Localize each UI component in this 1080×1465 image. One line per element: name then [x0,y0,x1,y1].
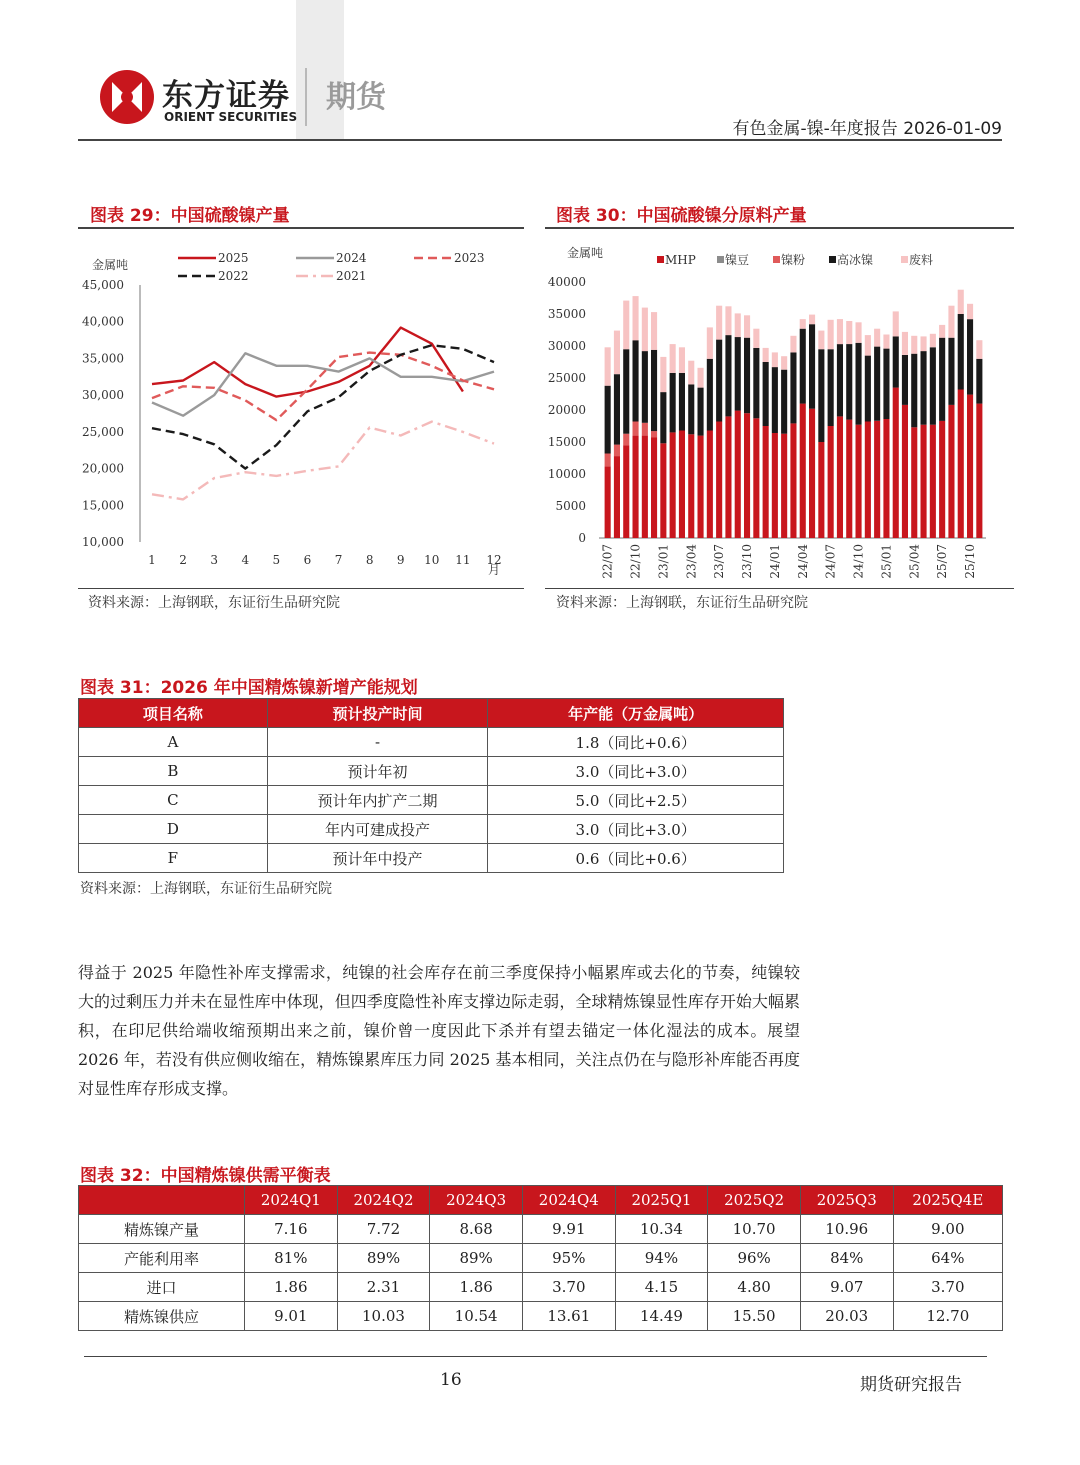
x-axis-label: 月 [487,563,501,577]
bar-segment-MHP [911,427,917,538]
bar-segment-MHP [744,413,750,538]
bar-segment-MHP [623,445,629,538]
table32-cell: 12.70 [893,1302,1002,1331]
bar-segment-MHP [846,420,852,538]
table31 [78,698,784,873]
bar-segment-高冰镍 [800,329,806,404]
bar-segment-MHP [948,405,954,538]
bar-segment-废料 [707,327,713,358]
table32-cell: 9.01 [245,1302,338,1331]
bar-segment-高冰镍 [725,335,731,416]
x-tick-label: 3 [210,553,219,567]
bar-segment-高冰镍 [614,374,620,444]
y-tick-label: 0 [578,531,586,545]
bar-segment-高冰镍 [772,367,778,433]
fig30-bottom-rule [545,588,1014,589]
table32-cell: 4.15 [615,1273,708,1302]
bar-segment-高冰镍 [651,350,657,431]
table32-cell: 14.49 [615,1302,708,1331]
bar-segment-高冰镍 [744,338,750,414]
table31-header-row [79,699,784,728]
table32-row-label: 精炼镍产量 [79,1215,245,1244]
x-tick-label: 10 [424,553,440,567]
table32-cell: 1.86 [430,1273,523,1302]
bar-segment-高冰镍 [716,340,722,422]
bar-segment-MHP [856,425,862,538]
y-tick-label: 40,000 [82,314,124,329]
table32-cell: 96% [708,1244,801,1273]
x-tick-label: 25/07 [935,544,950,579]
bar-segment-废料 [614,331,620,375]
bar-segment-高冰镍 [633,340,639,421]
bar-segment-MHP [874,421,880,538]
bar-segment-镍粉 [614,445,620,457]
bar-segment-MHP [633,436,639,538]
y-tick-label: 45,000 [82,278,124,292]
bar-segment-高冰镍 [958,314,964,390]
legend-label: 高冰镍 [837,253,874,267]
bar-segment-高冰镍 [902,355,908,405]
x-tick-label: 25/04 [907,544,922,579]
table32-cell: 7.16 [245,1215,338,1244]
bar-segment-高冰镍 [605,386,611,454]
table32-row-label: 产能利用率 [79,1244,245,1273]
bar-segment-MHP [670,432,676,538]
bar-segment-废料 [772,352,778,367]
fig29-line-chart [78,232,524,588]
table32-header-cell: 2024Q3 [430,1186,523,1215]
y-tick-label: 40000 [547,275,586,289]
table31-header-cell: 年产能（万金属吨） [488,699,784,728]
y-tick-label: 20,000 [82,461,124,476]
table31-cell: B [79,757,268,786]
bar-segment-高冰镍 [781,370,787,434]
legend-swatch-废料 [901,256,908,263]
bar-segment-废料 [698,368,704,388]
y-tick-label: 30000 [547,339,586,353]
bar-segment-废料 [660,357,666,392]
x-tick-label: 25/10 [963,544,978,579]
bar-segment-MHP [976,404,982,538]
bar-segment-高冰镍 [921,351,927,425]
table32-cell: 10.54 [430,1302,523,1331]
x-tick-label: 24/07 [823,544,838,579]
bar-segment-废料 [809,315,815,325]
table31-title: 图表 31：2026 年中国精炼镍新增产能规划 [80,678,418,698]
bar-segment-高冰镍 [660,392,666,443]
bar-segment-废料 [930,334,936,347]
bar-segment-高冰镍 [818,349,824,442]
bar-segment-高冰镍 [874,347,880,421]
table31-cell: F [79,844,268,873]
y-tick-label: 25000 [547,371,586,385]
fig30-rule [545,227,1014,229]
series-line-2024 [152,353,494,415]
table32-row [79,1215,1003,1244]
legend-swatch-镍豆 [717,256,724,263]
table31-cell: C [79,786,268,815]
bar-segment-镍粉 [633,422,639,436]
bar-segment-高冰镍 [893,336,899,387]
bar-segment-废料 [605,347,611,385]
bar-segment-MHP [707,431,713,539]
x-tick-label: 9 [396,553,405,567]
bar-segment-高冰镍 [856,343,862,425]
table32-header-cell: 2025Q4E [893,1186,1002,1215]
bar-segment-废料 [948,306,954,338]
y-axis-label: 金属吨 [92,258,129,272]
fig29-title: 图表 29：中国硫酸镍产量 [90,206,290,226]
bar-segment-废料 [958,290,964,314]
bar-segment-MHP [902,405,908,538]
table31-cell: 预计年中投产 [267,844,488,873]
bar-segment-废料 [883,335,889,349]
bar-segment-高冰镍 [865,356,871,422]
table32-cell: 89% [430,1244,523,1273]
table31-row [79,757,784,786]
legend-label: 2024 [336,251,367,265]
table32-cell: 2.31 [337,1273,430,1302]
y-tick-label: 30,000 [82,388,124,403]
x-tick-label: 1 [148,553,156,567]
y-axis-label: 金属吨 [567,246,604,260]
bar-segment-废料 [642,308,648,352]
table31-cell: 1.8（同比+0.6） [488,728,784,757]
bar-segment-MHP [800,404,806,538]
bar-segment-废料 [800,319,806,329]
bar-segment-废料 [902,332,908,355]
bar-segment-废料 [790,336,796,353]
bar-segment-MHP [642,436,648,538]
bar-segment-MHP [725,416,731,538]
table32-cell: 9.07 [800,1273,893,1302]
bar-segment-高冰镍 [688,384,694,434]
bar-segment-废料 [670,344,676,373]
x-tick-label: 4 [241,553,250,567]
table32-row [79,1273,1003,1302]
fig29-rule [78,227,524,229]
body-paragraph: 得益于 2025 年隐性补库支撑需求，纯镍的社会库存在前三季度保持小幅累库或去化的节奏，纯镍较大的过剩压力并未在显性库中体现，但四季度隐性补库支撑边际走弱，全球精炼镍显性库存开始大幅累积，在印尼供给端收缩预期出来之前，镍价曾一度因此下杀并有望去锚定一体化湿法的成本。展望 2026 年，若没有供应侧收缩在，精炼镍累库压力同 2025 基本相同，关注点仍在与隐形补库能否再度对显性库存形成支撑。 [78,963,800,1098]
bar-segment-高冰镍 [763,362,769,426]
bar-segment-高冰镍 [679,373,685,431]
bar-segment-MHP [921,425,927,538]
bar-segment-废料 [753,329,759,348]
bar-segment-高冰镍 [828,349,834,426]
table32-header-row [79,1186,1003,1215]
bar-segment-高冰镍 [753,348,759,418]
header-divider [305,68,307,126]
x-tick-label: 6 [303,553,312,567]
x-tick-label: 2 [179,553,187,567]
table32-cell: 15.50 [708,1302,801,1331]
table32-cell: 20.03 [800,1302,893,1331]
table31-header-cell: 项目名称 [79,699,268,728]
legend-swatch-MHP [657,256,664,263]
bar-segment-MHP [809,409,815,538]
x-tick-label: 12 [486,553,502,567]
bar-segment-废料 [763,348,769,362]
bar-segment-高冰镍 [809,324,815,409]
bar-segment-废料 [781,356,787,369]
bar-segment-高冰镍 [837,344,843,416]
bar-segment-高冰镍 [623,349,629,434]
bar-segment-废料 [735,313,741,337]
x-tick-label: 24/10 [851,544,866,579]
table32-cell: 10.70 [708,1215,801,1244]
bar-segment-MHP [651,438,657,539]
company-name-cn: 东方证券 [162,78,290,114]
bar-segment-MHP [716,422,722,539]
table31-row [79,728,784,757]
table31-cell: D [79,815,268,844]
table31-header-cell: 预计投产时间 [267,699,488,728]
bar-segment-废料 [856,322,862,343]
bar-segment-高冰镍 [642,351,648,423]
bar-segment-镍粉 [623,434,629,446]
table31-cell: 3.0（同比+3.0） [488,757,784,786]
table31-cell: 0.6（同比+0.6） [488,844,784,873]
bar-segment-MHP [958,390,964,539]
legend-label: 2023 [454,251,485,265]
bar-segment-废料 [939,325,945,338]
bar-segment-MHP [939,421,945,538]
table32-row-label: 进口 [79,1273,245,1302]
report-meta: 有色金属-镍-年度报告 2026-01-09 [732,119,1002,139]
bar-segment-MHP [679,431,685,539]
table31-cell: 5.0（同比+2.5） [488,786,784,815]
bar-segment-MHP [883,419,889,538]
bar-segment-高冰镍 [790,352,796,423]
bar-segment-MHP [614,456,620,538]
table32-cell: 4.80 [708,1273,801,1302]
bar-segment-废料 [744,315,750,337]
table32-cell: 1.86 [245,1273,338,1302]
bar-segment-MHP [763,426,769,538]
bar-segment-MHP [698,436,704,538]
table32-row [79,1244,1003,1273]
bar-segment-废料 [828,320,834,349]
bar-segment-MHP [753,418,759,538]
legend-label: 废料 [909,253,934,267]
bar-segment-高冰镍 [948,338,954,405]
bar-segment-MHP [930,425,936,538]
y-tick-label: 20000 [547,403,586,417]
bar-segment-镍粉 [605,454,611,467]
bar-segment-废料 [651,312,657,350]
bar-segment-高冰镍 [930,347,936,424]
header-grey-band [296,0,344,140]
y-tick-label: 15,000 [82,498,124,513]
division-label: 期货 [326,80,386,115]
bar-segment-废料 [865,335,871,356]
bar-segment-废料 [976,340,982,359]
table31-row [79,815,784,844]
x-tick-label: 24/01 [767,544,782,579]
company-name-en: ORIENT SECURITIES [164,110,298,124]
bar-segment-MHP [790,423,796,538]
bar-segment-MHP [781,434,787,538]
legend-label: 2025 [218,251,249,265]
bar-segment-高冰镍 [939,338,945,421]
x-tick-label: 22/10 [628,544,643,579]
legend-label: 2021 [336,269,367,283]
bar-segment-废料 [921,336,927,351]
fig29-source: 资料来源：上海钢联，东证衍生品研究院 [88,595,340,611]
y-tick-label: 35,000 [82,351,124,366]
bar-segment-废料 [623,301,629,350]
table32-header-cell [79,1186,245,1215]
series-line-2022 [152,345,494,468]
table32-header-cell: 2025Q2 [708,1186,801,1215]
y-tick-label: 35000 [547,307,586,321]
bar-segment-高冰镍 [846,344,852,420]
table31-cell: - [267,728,488,757]
legend-label: 镍豆 [725,253,750,267]
bar-segment-废料 [688,361,694,385]
table32-cell: 3.70 [522,1273,615,1302]
table32-cell: 81% [245,1244,338,1273]
bar-segment-废料 [633,296,639,340]
bar-segment-废料 [893,311,899,336]
bar-segment-MHP [735,411,741,538]
x-tick-label: 23/04 [684,544,699,579]
bar-segment-废料 [874,329,880,347]
table31-cell: 预计年初 [267,757,488,786]
legend-swatch-高冰镍 [829,256,836,263]
bar-segment-高冰镍 [911,354,917,428]
y-tick-label: 10000 [547,467,586,481]
footer-rule [84,1356,987,1357]
header-rule [78,139,1002,141]
table32-title: 图表 32：中国精炼镍供需平衡表 [80,1166,331,1186]
bar-segment-废料 [725,306,731,335]
x-tick-label: 24/04 [795,544,810,579]
table32-header-cell: 2025Q3 [800,1186,893,1215]
y-tick-label: 15000 [547,435,586,449]
bar-segment-废料 [716,306,722,340]
table32-cell: 84% [800,1244,893,1273]
table31-cell: A [79,728,268,757]
bar-segment-镍粉 [651,431,657,437]
table32-cell: 89% [337,1244,430,1273]
fig29-bottom-rule [78,588,524,589]
table31-cell: 年内可建成投产 [267,815,488,844]
bar-segment-MHP [893,388,899,538]
bar-segment-MHP [605,466,611,538]
bar-segment-高冰镍 [976,359,982,404]
x-tick-label: 8 [365,553,374,567]
bar-segment-高冰镍 [967,319,973,395]
bar-segment-MHP [688,434,694,538]
x-tick-label: 7 [334,553,343,567]
legend-label: 镍粉 [781,253,806,267]
bar-segment-高冰镍 [735,337,741,411]
table32-cell: 9.00 [893,1215,1002,1244]
table32-header-cell: 2024Q4 [522,1186,615,1215]
bar-segment-废料 [967,304,973,319]
x-tick-label: 23/10 [740,544,754,579]
bar-segment-高冰镍 [707,359,713,431]
x-tick-label: 25/01 [879,544,894,579]
table31-row [79,786,784,815]
bar-segment-废料 [911,336,917,354]
table31-row [79,844,784,873]
table32-header-cell: 2024Q1 [245,1186,338,1215]
table32-cell: 10.34 [615,1215,708,1244]
x-tick-label: 11 [455,553,471,567]
y-tick-label: 25,000 [82,424,124,439]
bar-segment-高冰镍 [883,349,889,419]
bar-segment-MHP [967,395,973,538]
x-tick-label: 22/07 [600,544,615,579]
table31-cell: 3.0（同比+3.0） [488,815,784,844]
table32-cell: 13.61 [522,1302,615,1331]
page-number: 16 [440,1370,462,1390]
bar-segment-MHP [818,442,824,538]
orient-securities-logo-icon [98,68,156,126]
bar-segment-MHP [865,422,871,539]
table32-row-label: 精炼镍供应 [79,1302,245,1331]
fig30-title: 图表 30：中国硫酸镍分原料产量 [556,206,807,226]
table31-cell: 预计年内扩产二期 [267,786,488,815]
table32-header-cell: 2024Q2 [337,1186,430,1215]
table32-row [79,1302,1003,1331]
table32-cell: 10.96 [800,1215,893,1244]
series-line-2021 [152,422,494,500]
legend-label: MHP [665,253,696,267]
x-tick-label: 23/01 [656,544,671,579]
table32-cell: 10.03 [337,1302,430,1331]
bar-segment-MHP [772,433,778,538]
table32-cell: 3.70 [893,1273,1002,1302]
bar-segment-MHP [837,416,843,538]
fig30-source: 资料来源：上海钢联，东证衍生品研究院 [556,595,808,611]
legend-label: 2022 [218,269,249,283]
bar-segment-废料 [679,347,685,373]
table32-cell: 7.72 [337,1215,430,1244]
x-tick-label: 23/07 [712,544,727,579]
bar-segment-废料 [846,321,852,344]
bar-segment-废料 [818,331,824,350]
y-tick-label: 10,000 [82,535,124,549]
x-tick-label: 5 [272,553,281,567]
table32-cell: 8.68 [430,1215,523,1244]
bar-segment-高冰镍 [698,388,704,436]
table32-header-cell: 2025Q1 [615,1186,708,1215]
legend-swatch-镍粉 [773,256,780,263]
bar-segment-高冰镍 [670,373,676,433]
table32-cell: 95% [522,1244,615,1273]
bar-segment-MHP [828,426,834,538]
bar-segment-镍粉 [642,423,648,436]
table32-cell: 9.91 [522,1215,615,1244]
y-tick-label: 5000 [555,499,586,513]
bar-segment-MHP [660,443,666,538]
table32-cell: 94% [615,1244,708,1273]
bar-segment-废料 [837,319,843,344]
table32-cell: 64% [893,1244,1002,1273]
fig30-stacked-bar-chart [545,232,1014,588]
table31-source: 资料来源：上海钢联，东证衍生品研究院 [80,881,332,897]
footer-label: 期货研究报告 [860,1375,962,1395]
table32 [78,1185,1003,1331]
